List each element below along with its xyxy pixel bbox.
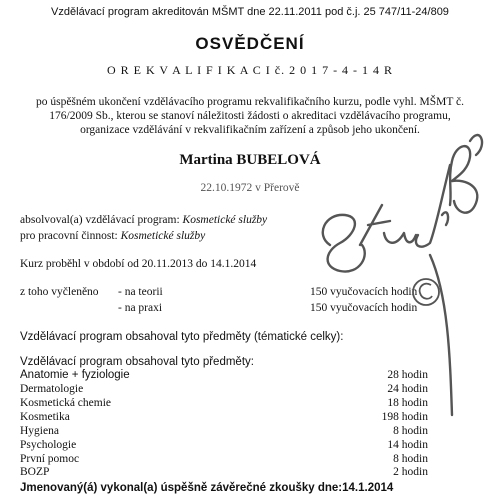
subject-name: BOZP <box>20 466 50 478</box>
subject-name: Hygiena <box>20 425 59 437</box>
practice-hours: 150 vyučovacích hodin <box>310 302 418 314</box>
exam-line: Jmenovaný(á) vykonal(a) úspěšně závěrečné zkoušky dne:14.1.2014 <box>20 482 394 494</box>
activity-line <box>20 230 205 242</box>
intro-line-1: po úspěšném ukončení vzdělávacího programu rekvalifikačního kurzu, podle vyhl. MŠMT č. <box>35 96 465 108</box>
program-value: Kosmetické služby <box>182 214 268 226</box>
program-line <box>20 214 267 226</box>
document-title: OSVĚDČENÍ <box>195 34 305 53</box>
subject-hours: 198 hodin <box>381 411 428 423</box>
subject-name: Psychologie <box>20 439 77 451</box>
subjects-heading: Vzdělávací program obsahoval tyto předměty: <box>20 356 254 368</box>
subject-name: Anatomie + fyziologie <box>20 369 130 381</box>
course-period: Kurz proběhl v období od 20.11.2013 do 14.1.2014 <box>20 258 257 270</box>
subject-hours: 18 hodin <box>387 397 428 409</box>
subject-hours: 2 hodin <box>393 466 428 478</box>
studio-watermark-signature <box>300 95 500 425</box>
subjects-intro: Vzdělávací program obsahoval tyto předměty (tématické celky): <box>20 331 344 343</box>
activity-label: pro pracovní činnost: <box>20 230 118 242</box>
subject-hours: 28 hodin <box>387 369 428 381</box>
document-subtitle: O R E K V A L I F I K A C I č. 2 0 1 7 - 4 - 1 4 R <box>106 63 394 77</box>
program-label: absolvoval(a) vzdělávací program: <box>20 214 180 226</box>
subject-name: Kosmetická chemie <box>20 397 112 409</box>
subject-hours: 24 hodin <box>387 383 428 395</box>
subject-name: Dermatologie <box>20 383 84 395</box>
practice-label: - na praxi <box>118 302 163 314</box>
subject-hours: 8 hodin <box>393 453 428 465</box>
hours-split-label: z toho vyčleněno <box>20 286 99 298</box>
theory-hours: 150 vyučovacích hodin <box>310 286 418 298</box>
intro-line-3: organizace vzdělávání v rekvalifikačním zařízení a způsob jeho ukončení. <box>80 124 420 136</box>
activity-value: Kosmetické služby <box>120 230 206 242</box>
theory-label: - na teorii <box>118 286 163 298</box>
subject-name: První pomoc <box>20 453 80 465</box>
person-birth: 22.10.1972 v Přerově <box>200 182 300 194</box>
accreditation-line: Vzdělávací program akreditován MŠMT dne 22.11.2011 pod č.j. 25 747/11-24/809 <box>51 6 449 18</box>
subject-hours: 8 hodin <box>393 425 428 437</box>
subject-hours: 14 hodin <box>387 439 428 451</box>
person-name: Martina BUBELOVÁ <box>179 152 321 168</box>
intro-line-2: 176/2009 Sb., kterou se stanoví náležitosti žádosti o akreditaci vzdělávacího programu, <box>49 110 451 122</box>
subject-name: Kosmetika <box>20 411 70 423</box>
